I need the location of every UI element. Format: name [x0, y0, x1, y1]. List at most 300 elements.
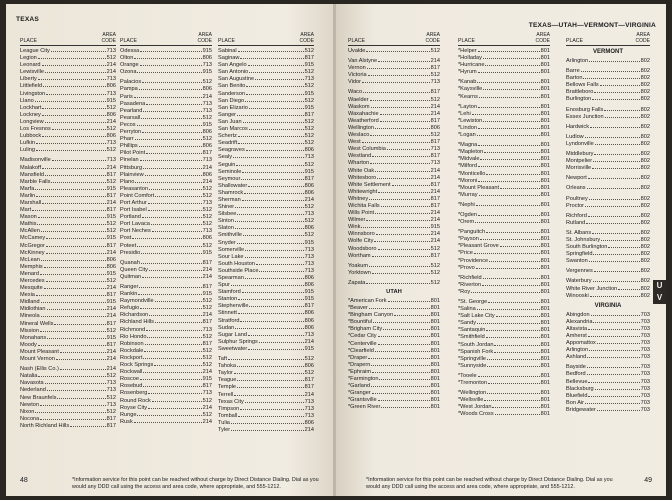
area-code: 915 [106, 185, 116, 192]
directory-entry [20, 179, 116, 186]
area-code: 806 [304, 189, 314, 196]
dot-leader [608, 247, 639, 248]
directory-entry [218, 98, 314, 105]
place-name: Westland [348, 153, 372, 160]
dot-leader [379, 379, 429, 380]
place-name: Point Comfort [120, 192, 155, 199]
dot-leader [38, 79, 106, 80]
dot-leader [46, 253, 106, 254]
area-code: 703 [640, 340, 650, 347]
directory-entry [348, 238, 440, 245]
place-name: Rockwall [120, 369, 143, 376]
place-name: Natalia [20, 373, 38, 380]
area-code: 214 [202, 266, 212, 273]
place-name: McKinney [20, 249, 45, 256]
area-code: 801 [430, 298, 440, 304]
place-name: San Angelo [218, 62, 247, 69]
place-name: Enosburg Falls [566, 106, 604, 113]
place-name: Richmond [120, 326, 146, 333]
directory-entry [20, 387, 116, 394]
dot-leader [372, 393, 430, 394]
directory-entry [566, 312, 650, 319]
place-name: Sabinal [218, 48, 237, 54]
place-name: Quitman [120, 273, 142, 280]
place-name: Texas City [218, 398, 244, 405]
dot-leader [132, 238, 201, 239]
area-code: 801 [540, 348, 550, 355]
area-code: 713 [430, 160, 440, 167]
directory-entry [566, 407, 650, 414]
area-code: 817 [430, 117, 440, 124]
place-name: Seagraves [218, 147, 245, 154]
dot-leader [478, 107, 540, 108]
dot-leader [231, 285, 304, 286]
area-code: 801 [540, 201, 550, 208]
place-name: San Marcos [218, 126, 248, 133]
dot-leader [375, 351, 430, 352]
area-code: 214 [106, 285, 116, 292]
directory-entry [120, 115, 212, 122]
directory-entry [20, 133, 116, 140]
dot-leader [383, 329, 429, 330]
directory-entry [348, 397, 440, 404]
area-code: 801 [540, 211, 550, 218]
area-code: 801 [430, 404, 440, 411]
dot-leader [489, 261, 539, 262]
area-code: 817 [430, 139, 440, 146]
directory-entry [120, 390, 212, 397]
place-name: Rosenberg [120, 390, 148, 397]
directory-entry [218, 254, 314, 261]
area-code: 915 [202, 376, 212, 383]
dot-leader [478, 215, 540, 216]
column-header [218, 30, 314, 46]
area-code: 713 [202, 62, 212, 69]
directory-entry [566, 268, 650, 275]
area-code: 214 [430, 58, 440, 65]
place-name: *Farmington [348, 376, 379, 383]
dot-leader [236, 165, 303, 166]
dot-leader [381, 407, 429, 408]
place-name: *Mount Pleasant [458, 184, 500, 191]
area-code: 703 [640, 392, 650, 399]
area-code: 801 [430, 376, 440, 383]
directory-column-1 [20, 30, 116, 430]
area-code: 806 [304, 324, 314, 331]
dot-leader [52, 129, 106, 130]
directory-entry [218, 69, 314, 76]
area-code: 512 [304, 232, 314, 239]
area-code: 512 [304, 69, 314, 76]
area-code: 817 [430, 153, 440, 160]
directory-entry [566, 107, 650, 114]
page-number: 48 [20, 477, 28, 484]
place-name: *Providence [458, 257, 489, 264]
dot-leader [37, 224, 105, 225]
dot-leader [143, 386, 201, 387]
place-name: *Draper [348, 354, 368, 361]
directory-entry [348, 362, 440, 369]
dot-leader [42, 136, 106, 137]
place-name: San Augustine [218, 76, 255, 83]
directory-entry [348, 203, 440, 210]
place-name: Essex Junction [566, 113, 604, 120]
area-code: 214 [106, 306, 116, 313]
dot-leader [587, 357, 639, 358]
directory-entry [348, 305, 440, 312]
dot-leader [155, 301, 202, 302]
area-code: 703 [640, 347, 650, 354]
directory-entry [458, 258, 550, 265]
place-name: Winnsboro [348, 231, 375, 238]
dot-leader [140, 51, 201, 52]
place-name: Bridgewater [566, 406, 596, 413]
dot-leader [139, 146, 202, 147]
directory-entry [348, 217, 440, 224]
directory-entry [120, 376, 212, 383]
area-code: 801 [540, 177, 550, 184]
dot-leader [372, 372, 430, 373]
area-code: 801 [540, 191, 550, 198]
dot-leader [483, 58, 540, 59]
dot-leader [41, 316, 106, 317]
dot-leader [378, 336, 430, 337]
place-name: Marlin [20, 192, 36, 199]
directory-entry [348, 104, 440, 111]
place-name: *Brigham City [348, 326, 383, 333]
area-code: 214 [106, 249, 116, 256]
dot-leader [35, 189, 105, 190]
dot-leader [242, 172, 303, 173]
directory-entry [566, 293, 650, 300]
directory-entry [120, 228, 212, 235]
directory-entry [20, 55, 116, 62]
directory-entry [120, 383, 212, 390]
dot-leader [587, 367, 640, 368]
place-name: Snyder [218, 239, 236, 246]
place-name: Sulphur Springs [218, 338, 258, 345]
dot-leader [594, 154, 639, 155]
place-name: *Magna [458, 142, 478, 149]
directory-entry [20, 235, 116, 242]
directory-entry [20, 76, 116, 83]
dot-leader [46, 281, 106, 282]
area-code: 802 [640, 236, 650, 243]
directory-entry [120, 291, 212, 298]
directory-entry [458, 282, 550, 289]
directory-entry [566, 333, 650, 340]
area-code: 801 [430, 312, 440, 319]
dot-leader [47, 309, 106, 310]
area-code: 713 [106, 48, 116, 54]
dot-leader [245, 402, 304, 403]
directory-entry [120, 348, 212, 355]
place-name: *Orem [458, 219, 475, 226]
dot-leader [243, 235, 304, 236]
dot-leader [479, 195, 540, 196]
directory-entry [458, 118, 550, 125]
place-name: Whitewright [348, 188, 378, 195]
area-code: 806 [106, 263, 116, 270]
dot-leader [476, 205, 540, 206]
place-name: Presidio [120, 249, 141, 256]
area-code: 512 [202, 305, 212, 312]
dot-leader [46, 94, 105, 95]
area-code: 801 [540, 110, 550, 117]
dot-leader [41, 231, 106, 232]
place-name: San Antonio [218, 69, 249, 76]
dot-leader [486, 337, 540, 338]
place-name: Pearland [120, 107, 143, 114]
dot-leader [590, 296, 640, 297]
place-name: St. Johnsbury [566, 236, 601, 243]
directory-entry [566, 347, 650, 354]
directory-entry [120, 86, 212, 93]
area-code: 713 [304, 405, 314, 412]
place-name: Rockdale [120, 347, 144, 354]
place-name: *Layton [458, 103, 477, 110]
directory-entry [458, 48, 550, 55]
area-code: 802 [640, 140, 650, 147]
area-code: 713 [202, 199, 212, 206]
area-code: 512 [202, 298, 212, 305]
area-code: 703 [640, 311, 650, 318]
directory-entry [566, 237, 650, 244]
directory-entry [218, 261, 314, 268]
directory-entry [566, 258, 650, 265]
directory-entry [566, 165, 650, 172]
area-code: 703 [640, 378, 650, 385]
dot-leader [588, 216, 640, 217]
dot-leader [366, 283, 429, 284]
dot-leader [594, 92, 639, 93]
dot-leader [590, 127, 640, 128]
place-name: Ashland [566, 354, 587, 361]
area-code: 817 [430, 65, 440, 72]
directory-entry [218, 225, 314, 232]
area-code: 817 [430, 181, 440, 188]
place-name: Pilot Point [120, 150, 146, 157]
area-code: 713 [304, 412, 314, 419]
directory-entry [218, 363, 314, 370]
dot-leader [368, 75, 430, 76]
area-code: 806 [304, 310, 314, 317]
dot-leader [140, 379, 202, 380]
dot-leader [237, 214, 303, 215]
dot-leader [369, 266, 430, 267]
area-code: 915 [106, 97, 116, 104]
directory-entry [566, 278, 650, 285]
area-code: 802 [640, 175, 650, 182]
place-name: Royse City [120, 404, 148, 411]
directory-entry [218, 190, 314, 197]
directory-entry [120, 157, 212, 164]
area-code: 802 [640, 113, 650, 120]
directory-entry [218, 392, 314, 399]
area-code: 713 [106, 401, 116, 408]
directory-entry [20, 416, 116, 423]
place-name: Poultney [566, 195, 588, 202]
area-code: 817 [304, 384, 314, 391]
directory-column-5 [458, 30, 550, 419]
area-code: 802 [640, 133, 650, 140]
directory-entry [348, 58, 440, 65]
dot-leader [588, 396, 639, 397]
place-name: Montpelier [566, 158, 593, 165]
area-code: 512 [430, 269, 440, 276]
place-name: Alexandria [566, 318, 593, 325]
directory-entry [20, 126, 116, 133]
area-code: 512 [430, 279, 440, 286]
dot-leader [381, 206, 430, 207]
dot-leader [486, 174, 539, 175]
place-name: Paris [120, 93, 133, 100]
place-name: Seymour [218, 175, 241, 182]
place-name: Poteet [120, 242, 137, 249]
directory-entry [458, 397, 550, 404]
directory-entry [218, 332, 314, 339]
dot-leader [42, 203, 106, 204]
area-code: 703 [640, 318, 650, 325]
directory-entry [348, 298, 440, 305]
area-code: 817 [202, 383, 212, 390]
directory-entry [20, 380, 116, 387]
dot-leader [38, 58, 106, 59]
place-name: Memphis [20, 263, 43, 270]
place-name: Rio Hondo [120, 333, 147, 340]
area-code: 801 [540, 397, 550, 404]
dot-leader [35, 101, 106, 102]
dot-leader [585, 206, 640, 207]
directory-entry [20, 221, 116, 228]
dot-leader [144, 351, 201, 352]
area-code: 713 [304, 267, 314, 274]
area-code: 512 [106, 373, 116, 380]
place-name: Palacios [120, 79, 142, 86]
area-code: 713 [430, 79, 440, 86]
dot-leader [593, 254, 639, 255]
area-code: 802 [640, 165, 650, 172]
place-name: Pinelan [120, 157, 139, 164]
area-code: 512 [304, 356, 314, 363]
directory-entry [218, 325, 314, 332]
dot-leader [237, 115, 304, 116]
area-code: 214 [106, 313, 116, 320]
area-code: 802 [640, 258, 650, 265]
dot-leader [371, 365, 429, 366]
directory-entry [566, 68, 650, 75]
place-name: McCamey [20, 235, 46, 242]
place-name: Seguin [218, 161, 236, 168]
directory-entry [458, 149, 550, 156]
place-name: Mexia [20, 292, 35, 299]
dot-leader [378, 344, 430, 345]
area-code: 817 [430, 195, 440, 202]
directory-entry [218, 318, 314, 325]
place-name: Slaton [218, 225, 234, 232]
area-code: 512 [106, 104, 116, 111]
directory-entry [566, 220, 650, 227]
dot-leader [478, 72, 540, 73]
place-header: PLACE [566, 38, 584, 44]
area-code: 512 [202, 354, 212, 361]
place-name: White Oak [348, 167, 375, 174]
area-code: 713 [202, 157, 212, 164]
directory-entry [120, 108, 212, 115]
place-name: Temple [218, 384, 237, 391]
directory-entry [218, 169, 314, 176]
directory-entry [20, 193, 116, 200]
area-code: 801 [430, 361, 440, 368]
directory-entry [218, 183, 314, 190]
directory-entry [20, 373, 116, 380]
directory-entry [20, 271, 116, 278]
area-code: 214 [202, 312, 212, 319]
place-name: Wills Point [348, 210, 375, 217]
area-code: 214 [430, 231, 440, 238]
place-name: Wellington [348, 124, 375, 131]
area-code: 801 [540, 404, 550, 411]
area-code: 806 [304, 147, 314, 154]
dot-leader [233, 157, 304, 158]
area-code: 512 [202, 347, 212, 354]
directory-entry [348, 376, 440, 383]
place-name: *Kanab [458, 79, 477, 86]
place-name: Sinton [218, 218, 234, 225]
directory-entry [458, 125, 550, 132]
place-name: Lewisville [20, 69, 44, 76]
place-name: *Payson [458, 236, 479, 243]
place-name: Plano [120, 178, 135, 185]
dot-leader [36, 295, 106, 296]
place-name: *Green River [348, 404, 381, 411]
area-code: 512 [106, 228, 116, 235]
dot-leader [366, 51, 429, 52]
dot-leader [484, 400, 539, 401]
place-name: *Salt Lake City [458, 313, 495, 320]
directory-entry [20, 356, 116, 363]
directory-entry [566, 379, 650, 386]
area-code: 801 [540, 327, 550, 334]
area-code-header: AREA CODE [635, 32, 650, 44]
directory-entry [566, 393, 650, 400]
dot-leader [248, 335, 304, 336]
directory-entry [20, 69, 116, 76]
directory-entry [218, 147, 314, 154]
directory-entry [120, 94, 212, 101]
place-name: San Juan [218, 118, 242, 125]
place-name: Wortham [348, 252, 371, 259]
directory-entry [20, 140, 116, 147]
dot-leader [494, 352, 540, 353]
area-code: 915 [304, 289, 314, 296]
place-name: Orleans [566, 185, 586, 192]
dot-leader [378, 192, 429, 193]
place-name: Shamrock [218, 189, 244, 196]
place-name: Mineola [20, 313, 40, 320]
area-code: 802 [640, 158, 650, 165]
place-name: *Spanish Fork [458, 348, 494, 355]
dot-leader [240, 58, 303, 59]
place-name: *Sandy [458, 320, 477, 327]
dot-leader [589, 61, 640, 62]
dot-leader [145, 175, 202, 176]
dot-leader [134, 58, 201, 59]
area-code: 214 [430, 103, 440, 110]
area-code: 512 [202, 185, 212, 192]
area-code: 512 [304, 97, 314, 104]
directory-entry [458, 111, 550, 118]
